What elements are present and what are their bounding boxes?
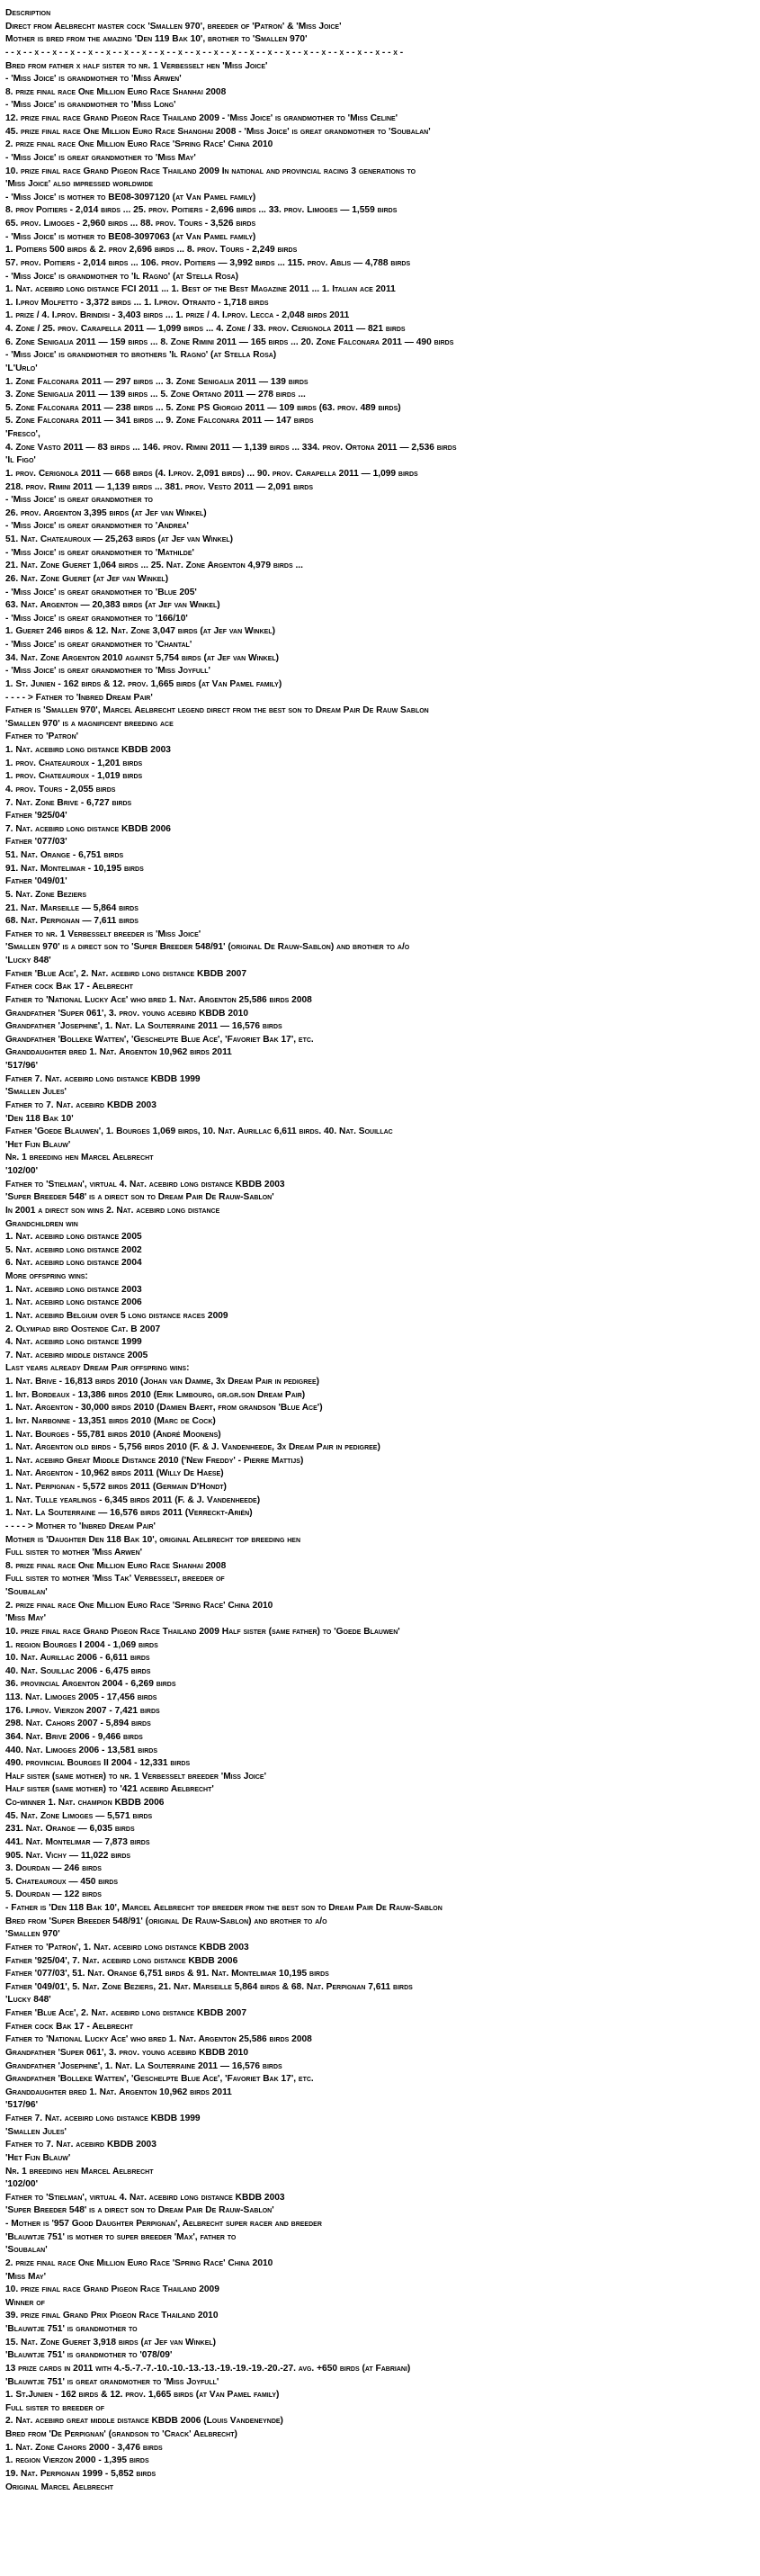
text-line: 'Il Figo' — [5, 455, 36, 466]
text-line: 'Blauwtje 751' is grandmother to — [5, 2324, 138, 2334]
text-line: 'Blauwtje 751' is great grandmother to 'Miss Joyfull' — [5, 2376, 219, 2387]
text-line: 'Smallen 970' is a direct son to 'Super Breeder 548/91' (original De Rauw-Sablon) and brother to a/o — [5, 942, 410, 953]
text-line: - - - - > Mother to 'Inbred Dream Pair' — [5, 1521, 156, 1531]
text-line: 3. Zone Senigalia 2011 — 139 birds ... 5. Zone Ortano 2011 — 278 birds ... — [5, 390, 306, 400]
text-line: Direct from Aelbrecht master cock 'Smallen 970', breeder of 'Patron' & 'Miss Joice' — [5, 21, 342, 31]
text-line: 10. prize final race Grand Pigeon Race Thailand 2009 In national and provincial racing 3 generations to — [5, 166, 416, 176]
text-line: 8. prize final race One Million Euro Race Shanhai 2008 — [5, 86, 227, 97]
text-line: 15. Nat. Zone Gueret 3,918 birds (at Jef van Winkel) — [5, 2337, 217, 2347]
text-line: 1. Nat. Argenton - 10,962 birds 2011 (Willy De Haese) — [5, 1468, 224, 1479]
text-line: Nr. 1 breeding hen Marcel Aelbrecht — [5, 2166, 154, 2177]
text-line: 1. Int. Narbonne - 13,351 birds 2010 (Marc de Cock) — [5, 1415, 216, 1426]
text-line: 'Miss May' — [5, 1613, 47, 1624]
text-line: Father 7. Nat. acebird long distance KBDB 1999 — [5, 2114, 201, 2123]
text-line: 1. Nat. acebird long distance 2005 — [5, 1232, 142, 1243]
text-line: Father 'Blue Ace', 2. Nat. acebird long distance KBDB 2007 — [5, 2008, 246, 2018]
text-line: More offspring wins: — [5, 1271, 88, 1281]
text-line: 39. prize final Grand Prix Pigeon Race Thailand 2010 — [5, 2311, 219, 2321]
text-line: Co-winner 1. Nat. champion KBDB 2006 — [5, 1798, 165, 1808]
text-line: 1. prize / 4. I.prov. Brindisi - 3,403 birds ... 1. prize / 4. I.prov. Lecca - 2,048 birds 2011 — [5, 310, 350, 321]
text-line: 1. Int. Bordeaux - 13,386 birds 2010 (Erik Limbourg, gr.gr.son Dream Pair) — [5, 1389, 306, 1400]
text-line: 5. Zone Falconara 2011 — 238 birds ... 5. Zone PS Giorgio 2011 — 109 birds (63. prov. 489 birds) — [5, 402, 401, 413]
text-line: - Father is 'Den 118 Bak 10', Marcel Aelbrecht top breeder from the best son to Dream Pair De Rauw-Sablon — [5, 1903, 443, 1913]
text-line: 1. region Vierzon 2000 - 1,395 birds — [5, 2455, 149, 2466]
text-line: 'Smallen Jules' — [5, 2126, 67, 2137]
text-line: 4. Zone / 25. prov. Carapella 2011 — 1,099 birds ... 4. Zone / 33. prov. Cerignola 2011 — 821 birds — [5, 324, 406, 334]
text-line: 'Super Breeder 548' is a direct son to Dream Pair De Rauw-Sablon' — [5, 2205, 274, 2216]
text-line: 5. Dourdan — 122 birds — [5, 1889, 102, 1900]
text-line: 26. prov. Argenton 3,395 birds (at Jef van Winkel) — [5, 507, 207, 518]
text-line: - 'Miss Joice' is grandmother to 'Il Ragno' (at Stella Rosa) — [5, 271, 239, 282]
text-line: - 'Miss Joice' is great grandmother to 'Andrea' — [5, 521, 189, 532]
text-line: 'Fresco', — [5, 429, 40, 439]
text-line: 2. prize final race One Million Euro Race 'Spring Race' China 2010 — [5, 139, 273, 150]
text-line: 1. region Bourges I 2004 - 1,069 birds — [5, 1639, 158, 1650]
text-line: 6. Zone Senigalia 2011 — 159 birds ... 8. Zone Rimini 2011 — 165 birds ... 20. Zone Falconara 2011 — 490 birds — [5, 337, 454, 347]
text-line: 40. Nat. Souillac 2006 - 6,475 birds — [5, 1665, 151, 1676]
text-line: 4. Nat. acebird long distance 1999 — [5, 1337, 142, 1348]
text-line: Grandfather 'Bolleke Watten', 'Geschelpte Blue Ace', 'Favoriet Bak 17', etc. — [5, 1034, 314, 1045]
text-line: Father to 7. Nat. acebird KBDB 2003 — [5, 1100, 156, 1110]
text-line: Half sister (same mother) to nr. 1 Verbesselt breeder 'Miss Joice' — [5, 1771, 266, 1782]
text-line: Father to 'National Lucky Ace' who bred 1. Nat. Argenton 25,586 birds 2008 — [5, 994, 312, 1005]
text-line: 298. Nat. Cahors 2007 - 5,894 birds — [5, 1719, 151, 1729]
text-line: Father '049/01' — [5, 876, 67, 887]
text-line: Grandfather 'Super 061', 3. prov. young acebird KBDB 2010 — [5, 2047, 248, 2058]
text-line: Father cock Bak 17 - Aelbrecht — [5, 2021, 133, 2032]
text-line: - - - - > Father to 'Inbred Dream Pair' — [5, 692, 153, 703]
text-line: - Mother is '957 Good Daughter Perpignan', Aelbrecht super racer and breeder — [5, 2219, 322, 2229]
text-line: 36. provincial Argenton 2004 - 6,269 birds — [5, 1679, 176, 1690]
text-line: Half sister (same mother) to '421 acebird Aelbrecht' — [5, 1784, 214, 1795]
text-line: - 'Miss Joice' is great grandmother to '166/10' — [5, 613, 188, 624]
text-line: 34. Nat. Zone Argenton 2010 against 5,754 birds (at Jef van Winkel) — [5, 652, 280, 663]
text-line: Father is 'Smallen 970', Marcel Aelbrecht legend direct from the best son to Dream Pair De Rauw Sablon — [5, 705, 429, 716]
text-line: - 'Miss Joice' is great grandmother to 'Miss May' — [5, 152, 196, 163]
text-line: 'Miss May' — [5, 2271, 47, 2282]
text-line: 63. Nat. Argenton — 20,383 birds (at Jef van Winkel) — [5, 600, 220, 611]
text-line: 176. I.prov. Vierzon 2007 - 7,421 birds — [5, 1705, 160, 1716]
text-line: 45. prize final race One Million Euro Race Shanghai 2008 - 'Miss Joice' is great grandmother to 'Soubalan' — [5, 126, 431, 137]
text-line: Father '925/04' — [5, 811, 67, 821]
text-line: 'Het Fijn Blauw' — [5, 2152, 71, 2163]
text-line: Father to 7. Nat. acebird KBDB 2003 — [5, 2140, 156, 2150]
text-line: Grandchildren win — [5, 1218, 78, 1229]
text-line: Full sister to breeder of — [5, 2402, 104, 2413]
text-line: 113. Nat. Limoges 2005 - 17,456 birds — [5, 1692, 157, 1702]
text-line: 26. Nat. Zone Gueret (at Jef van Winkel) — [5, 573, 169, 584]
text-line: 1. Nat. Tulle yearlings - 6,345 birds 2011 (F. & J. Vandenheede) — [5, 1494, 261, 1505]
text-line: '517/96' — [5, 2100, 39, 2111]
text-line: Grandfather 'Josephine', 1. Nat. La Souterraine 2011 — 16,576 birds — [5, 1021, 282, 1032]
text-line: 57. prov. Poitiers - 2,014 birds ... 106. prov. Poitiers — 3,992 birds ... 115. prov. Ablis — 4,788 birds — [5, 257, 411, 268]
text-line: 'L'Urlo' — [5, 363, 38, 373]
text-line: 2. prize final race One Million Euro Race 'Spring Race' China 2010 — [5, 1600, 273, 1611]
text-line: 7. Nat. acebird middle distance 2005 — [5, 1350, 148, 1360]
text-line: - 'Miss Joice' is mother to BE08-3097063 (at Van Pamel family) — [5, 231, 256, 242]
text-line: 1. Nat. acebird long distance 2006 — [5, 1297, 142, 1308]
text-line: 1. prov. Chateauroux - 1,019 birds — [5, 771, 143, 782]
text-line: 'Den 118 Bak 10' — [5, 1113, 74, 1124]
text-line: - 'Miss Joice' is great grandmother to 'Chantal' — [5, 640, 192, 650]
text-line: 1. I.prov Molfetto - 3,372 birds ... 1. I.prov. Otranto - 1,718 birds — [5, 297, 269, 308]
text-line: Father '925/04', 7. Nat. acebird long distance KBDB 2006 — [5, 1955, 238, 1966]
text-line: Father 'Goede Blauwen', 1. Bourges 1,069 birds, 10. Nat. Aurillac 6,611 birds. 40. Nat. Souillac — [5, 1126, 393, 1137]
text-line: Father to 'Stielman', virtual 4. Nat. acebird long distance KBDB 2003 — [5, 1179, 285, 1189]
text-line: 1. Nat. acebird Belgium over 5 long distance races 2009 — [5, 1310, 228, 1321]
text-line: 68. Nat. Perpignan — 7,611 birds — [5, 916, 139, 927]
text-line: 10. Nat. Aurillac 2006 - 6,611 birds — [5, 1653, 150, 1664]
text-line: 13 prize cards in 2011 with 4.-5.-7.-7.-10.-10.-13.-13.-19.-19.-19.-20.-27. avg. +650 birds (at Fabriani) — [5, 2363, 411, 2374]
text-line: - 'Miss Joice' is great grandmother to 'Miss Joyfull' — [5, 666, 210, 677]
text-line: 51. Nat. Chateauroux — 25,263 birds (at Jef van Winkel) — [5, 534, 234, 544]
text-line: 1. Zone Falconara 2011 — 297 birds ... 3. Zone Senigalia 2011 — 139 birds — [5, 376, 308, 387]
text-line: Grandfather 'Josephine', 1. Nat. La Souterraine 2011 — 16,576 birds — [5, 2060, 282, 2071]
text-line: 231. Nat. Orange — 6,035 birds — [5, 1824, 135, 1835]
text-line: - 'Miss Joice' is mother to BE08-3097120 (at Van Pamel family) — [5, 192, 256, 202]
text-line: 'Lucky 848' — [5, 1995, 51, 2006]
text-line: 1. Nat. acebird long distance FCI 2011 ... 1. Best of the Best Magazine 2011 ... 1. Italian ace 2011 — [5, 284, 396, 295]
text-line: 1. Nat. La Souterraine — 16,576 birds 2011 (Verreckt-Ariën) — [5, 1508, 253, 1519]
text-line: 'Soubalan' — [5, 2245, 48, 2256]
text-line: 51. Nat. Orange - 6,751 birds — [5, 850, 124, 860]
text-line: Father to 'National Lucky Ace' who bred 1. Nat. Argenton 25,586 birds 2008 — [5, 2034, 312, 2045]
text-line: 1. Nat. acebird long distance 2003 — [5, 1284, 142, 1295]
text-line: Father to 'Stielman', virtual 4. Nat. acebird long distance KBDB 2003 — [5, 2192, 285, 2203]
text-line: 21. Nat. Zone Gueret 1,064 birds ... 25. Nat. Zone Argenton 4,979 birds ... — [5, 561, 303, 571]
text-line: 8. prov Poitiers - 2,014 birds ... 25. prov. Poitiers - 2,696 birds ... 33. prov. Limoges — 1,559 birds — [5, 205, 398, 216]
text-line: 490. provincial Bourges II 2004 - 12,331 birds — [5, 1758, 191, 1769]
text-line: 4. prov. Tours - 2,055 birds — [5, 784, 116, 794]
text-line: 1. St. Junien - 162 birds & 12. prov. 1,665 birds (at Van Pamel family) — [5, 678, 282, 689]
text-line: - 'Miss Joice' is great grandmother to 'Mathilde' — [5, 547, 194, 558]
text-line: - 'Miss Joice' is grandmother to 'Miss Arwen' — [5, 74, 182, 85]
text-line: - - x - - x - - x - - x - - x - - x - - x - - x - - x - - x - - x - - x - - x - - x - - x - - x - - x - - x - - x - - x - - x - - x - — [5, 47, 404, 58]
text-line: 12. prize final race Grand Pigeon Race Thailand 2009 - 'Miss Joice' is grandmother to 'Miss Celine' — [5, 113, 398, 123]
text-line: 7. Nat. acebird long distance KBDB 2006 — [5, 823, 171, 834]
text-line: 1. Nat. acebird Great Middle Distance 2010 ('New Freddy' - Pierre Mattijs) — [5, 1455, 304, 1466]
text-line: 1. Nat. Bourges - 55,781 birds 2010 (André Moonens) — [5, 1429, 221, 1440]
text-line: Father 7. Nat. acebird long distance KBDB 1999 — [5, 1073, 201, 1084]
text-line: 1. Nat. Brive - 16,813 birds 2010 (Johan van Damme, 3x Dream Pair in pedigree) — [5, 1377, 320, 1387]
text-line: '102/00' — [5, 1166, 39, 1176]
text-line: Granddaughter bred 1. Nat. Argenton 10,962 birds 2011 — [5, 1047, 232, 1058]
text-line: 2. Olympiad bird Oostende Cat. B 2007 — [5, 1324, 161, 1334]
text-line: 21. Nat. Marseille — 5,864 birds — [5, 902, 139, 913]
text-line: 1. Nat. Perpignan - 5,572 birds 2011 (Germain D'Hondt) — [5, 1482, 227, 1492]
text-line: 'Lucky 848' — [5, 956, 51, 965]
text-line: 364. Nat. Brive 2006 - 9,466 birds — [5, 1731, 143, 1742]
text-line: Full sister to mother 'Miss Tak' Verbesselt, breeder of — [5, 1574, 225, 1584]
text-line: 1. Nat. acebird long distance KBDB 2003 — [5, 745, 171, 755]
text-line: Father to 'Patron', 1. Nat. acebird long distance KBDB 2003 — [5, 1942, 249, 1952]
text-line: 5. Nat. Zone Beziers — [5, 889, 87, 900]
text-line: 10. prize final race Grand Pigeon Race Thailand 2009 Half sister (same father) to 'Goede Blauwen' — [5, 1626, 400, 1637]
text-line: Winner of — [5, 2297, 45, 2308]
text-line: Full sister to mother 'Miss Arwen' — [5, 1548, 143, 1558]
text-line: 2. Nat. acebird great middle distance KBDB 2006 (Louis Vandeneynde) — [5, 2416, 283, 2427]
text-line: Bred from 'De Perpignan' (grandson to 'Crack' Aelbrecht) — [5, 2429, 237, 2439]
text-line: 'Smallen Jules' — [5, 1087, 67, 1098]
text-line: 'Super Breeder 548' is a direct son to Dream Pair De Rauw-Sablon' — [5, 1192, 274, 1203]
text-line: 'Soubalan' — [5, 1587, 48, 1597]
text-line: '517/96' — [5, 1061, 39, 1071]
text-line: 'Miss Joice' also impressed worldwide — [5, 179, 154, 190]
text-line: 905. Nat. Vichy — 11,022 birds — [5, 1850, 131, 1861]
text-line: Father '049/01', 5. Nat. Zone Beziers, 21. Nat. Marseille 5,864 birds & 68. Nat. Perpignan 7,611 birds — [5, 1981, 413, 1992]
text-line: Bred from father x half sister to nr. 1 Verbesselt hen 'Miss Joice' — [5, 60, 268, 71]
text-line: Granddaughter bred 1. Nat. Argenton 10,962 birds 2011 — [5, 2087, 232, 2097]
text-line: 2. prize final race One Million Euro Race 'Spring Race' China 2010 — [5, 2257, 273, 2268]
text-line: Father cock Bak 17 - Aelbrecht — [5, 982, 133, 992]
text-line: 1. prov. Chateauroux - 1,201 birds — [5, 758, 143, 768]
text-line: 'Blauwtje 751' is mother to super breeder 'Max', father to — [5, 2231, 237, 2242]
text-line: 8. prize final race One Million Euro Race Shanhai 2008 — [5, 1560, 227, 1571]
text-line: '102/00' — [5, 2179, 39, 2190]
text-line: 1. Nat. Zone Cahors 2000 - 3,476 birds — [5, 2442, 163, 2453]
text-line: 'Smallen 970' is a magnificent breeding ace — [5, 718, 174, 729]
text-line: Father '077/03', 51. Nat. Orange 6,751 birds & 91. Nat. Montelimar 10,195 birds — [5, 1969, 329, 1979]
text-line: 1. Nat. Argenton - 30,000 birds 2010 (Damien Baert, from grandson 'Blue Ace') — [5, 1403, 323, 1414]
text-line: 4. Zone Vasto 2011 — 83 birds ... 146. prov. Rimini 2011 — 1,139 birds ... 334. prov. Ortona 2011 — 2,536 birds — [5, 442, 457, 453]
text-line: 19. Nat. Perpignan 1999 - 5,852 birds — [5, 2468, 156, 2479]
text-line: Mother is 'Daughter Den 118 Bak 10', original Aelbrecht top breeding hen — [5, 1534, 300, 1545]
text-line: 218. prov. Rimini 2011 — 1,139 birds ... 381. prov. Vesto 2011 — 2,091 birds — [5, 481, 314, 492]
text-line: 'Het Fijn Blauw' — [5, 1139, 71, 1150]
text-line: - 'Miss Joice' is great grandmother to — [5, 495, 153, 506]
text-line: Grandfather 'Bolleke Watten', 'Geschelpte Blue Ace', 'Favoriet Bak 17', etc. — [5, 2074, 314, 2085]
text-line: Grandfather 'Super 061', 3. prov. young acebird KBDB 2010 — [5, 1008, 248, 1019]
text-line: In 2001 a direct son wins 2. Nat. acebird long distance — [5, 1205, 220, 1216]
text-line: Bred from 'Super Breeder 548/91' (original De Rauw-Sablon) and brother to a/o — [5, 1916, 327, 1926]
text-line: 5. Chateauroux — 450 birds — [5, 1876, 119, 1887]
text-line: - 'Miss Joice' is great grandmother to 'Blue 205' — [5, 587, 197, 597]
text-line: 1. St.Junien - 162 birds & 12. prov. 1,665 birds (at Van Pamel family) — [5, 2390, 280, 2401]
text-line: 1. Gueret 246 birds & 12. Nat. Zone 3,047 birds (at Jef van Winkel) — [5, 626, 275, 637]
text-line: 5. Zone Falconara 2011 — 341 birds ... 9. Zone Falconara 2011 — 147 birds — [5, 416, 314, 426]
text-line: 5. Nat. acebird long distance 2002 — [5, 1244, 142, 1255]
text-line: 6. Nat. acebird long distance 2004 — [5, 1258, 142, 1269]
text-line: 7. Nat. Zone Brive - 6,727 birds — [5, 797, 132, 808]
text-line: - 'Miss Joice' is grandmother to brothers 'Il Ragno' (at Stella Rosa) — [5, 350, 277, 361]
text-line: 'Smallen 970' — [5, 1929, 60, 1940]
text-line: 440. Nat. Limoges 2006 - 13,581 birds — [5, 1745, 158, 1755]
text-line: Father to 'Patron' — [5, 732, 79, 742]
text-line: Father to nr. 1 Verbesselt breeder is 'Miss Joice' — [5, 929, 201, 939]
text-line: Father '077/03' — [5, 837, 67, 848]
text-line: Original Marcel Aelbrecht — [5, 2482, 114, 2492]
text-line: 45. Nat. Zone Limoges — 5,571 birds — [5, 1810, 153, 1821]
text-line: 10. prize final race Grand Pigeon Race Thailand 2009 — [5, 2284, 219, 2295]
text-line: Father 'Blue Ace', 2. Nat. acebird long distance KBDB 2007 — [5, 968, 246, 979]
text-line: 91. Nat. Montelimar - 10,195 birds — [5, 863, 144, 874]
text-line: 1. Poitiers 500 birds & 2. prov 2,696 birds ... 8. prov. Tours - 2,249 birds — [5, 245, 298, 256]
text-line: 441. Nat. Montelimar — 7,873 birds — [5, 1836, 150, 1847]
text-line: 'Blauwtje 751' is grandmother to '078/09' — [5, 2350, 173, 2361]
text-line: 1. prov. Cerignola 2011 — 668 birds (4. I.prov. 2,091 birds) ... 90. prov. Carapella 2011 — 1,099 birds — [5, 468, 418, 479]
text-line: 3. Dourdan — 246 birds — [5, 1863, 102, 1874]
text-line: Last years already Dream Pair offspring wins: — [5, 1363, 190, 1374]
document-heading: Description — [5, 8, 51, 18]
text-line: Nr. 1 breeding hen Marcel Aelbrecht — [5, 1153, 154, 1163]
text-line: 65. prov. Limoges - 2,960 birds ... 88. prov. Tours - 3,526 birds — [5, 219, 256, 229]
text-line: Mother is bred from the amazing 'Den 119 Bak 10', brother to 'Smallen 970' — [5, 34, 308, 45]
text-line: - 'Miss Joice' is grandmother to 'Miss Long' — [5, 100, 176, 111]
text-line: 1. Nat. Argenton old birds - 5,756 birds 2010 (F. & J. Vandenheede, 3x Dream Pair in pedigree) — [5, 1442, 380, 1453]
